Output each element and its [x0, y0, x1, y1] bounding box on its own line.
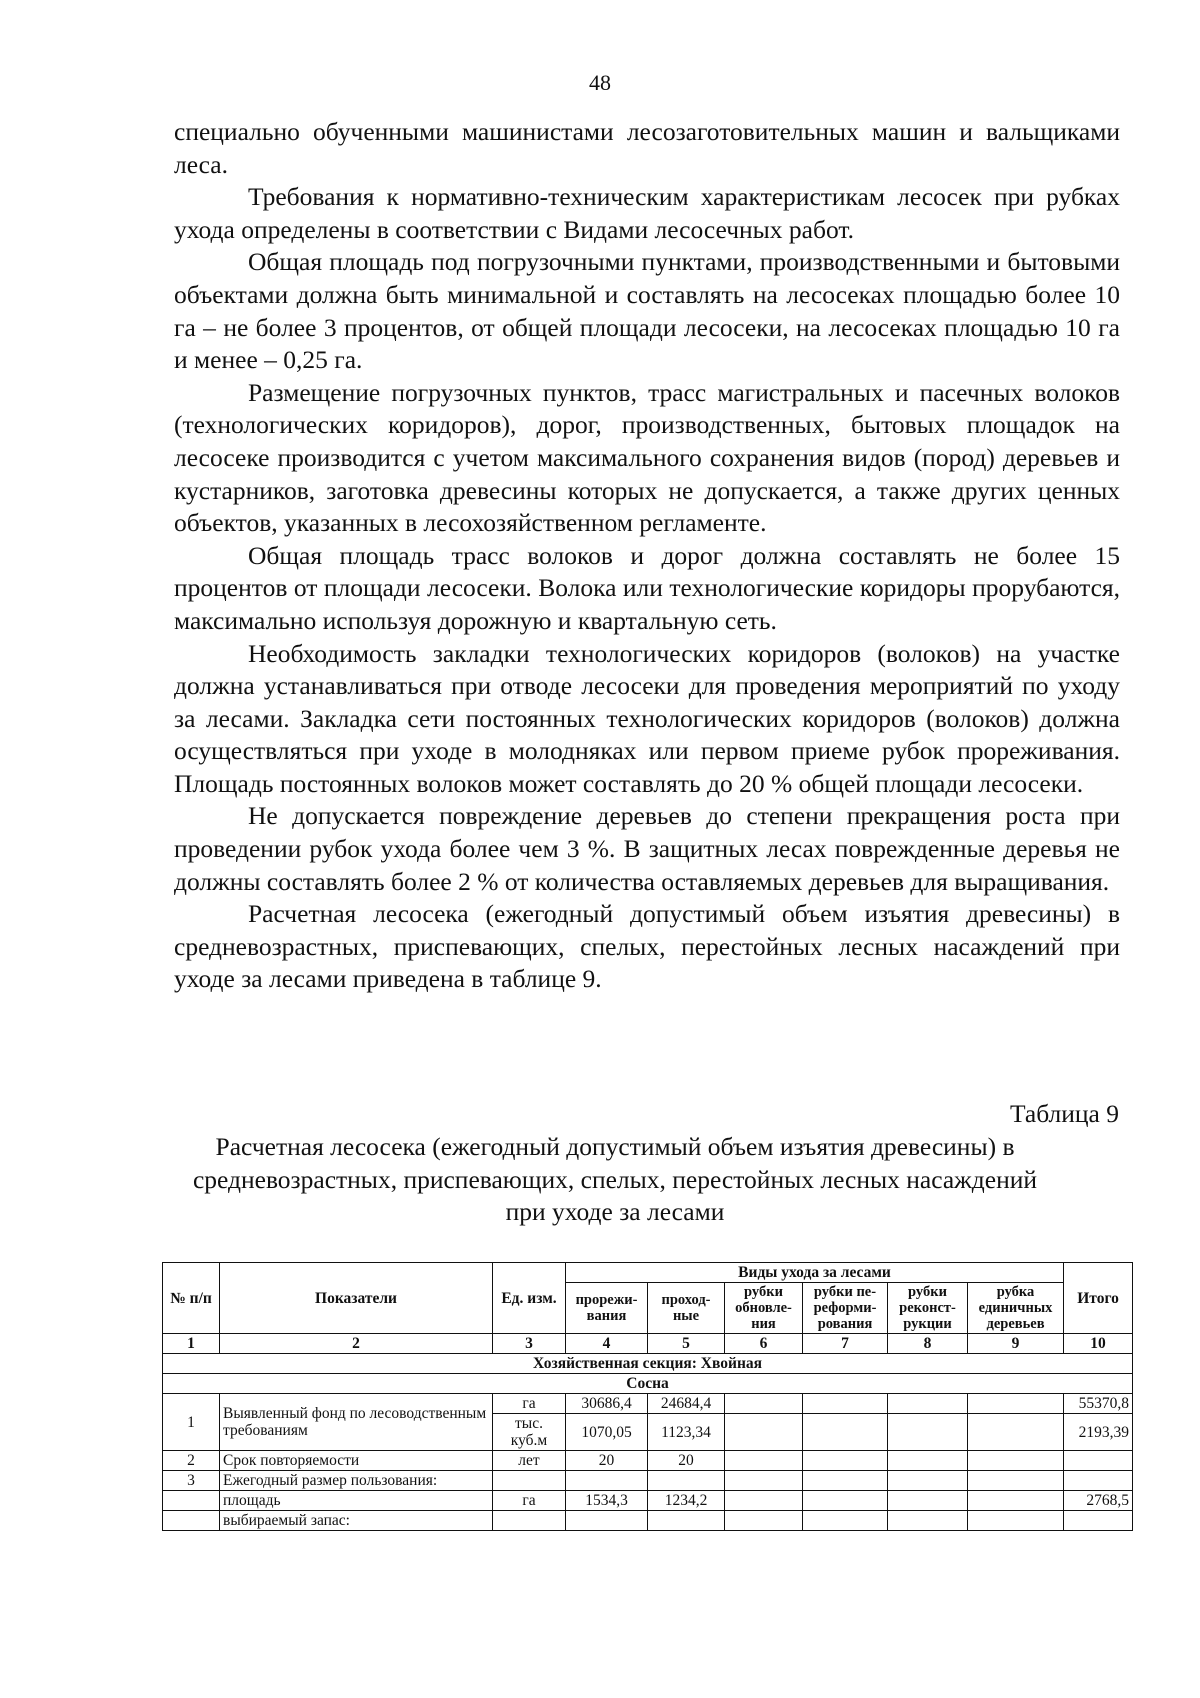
- table-header-row: [163, 1263, 1133, 1283]
- table-row: [163, 1471, 1133, 1491]
- cell-total: [1064, 1451, 1133, 1471]
- row-num: 3: [163, 1471, 220, 1491]
- row-num: 1: [163, 1394, 220, 1451]
- header-indicators: Показатели: [220, 1263, 493, 1334]
- cell-reform: [803, 1414, 888, 1451]
- cell-renewal: [725, 1471, 803, 1491]
- row-indicator: выбираемый запас:: [220, 1511, 493, 1531]
- cell-passing: 1123,34: [648, 1414, 725, 1451]
- cell-thinning: 1070,05: [566, 1414, 648, 1451]
- row-indicator: площадь: [220, 1491, 493, 1511]
- header-group: Виды ухода за лесами: [566, 1263, 1064, 1283]
- paragraph: Требования к нормативно-техническим характеристикам лесосек при рубках ухода определены в соответствии с Видами лесосечных работ.: [174, 182, 1120, 244]
- header-single: рубка единичных деревьев: [968, 1283, 1064, 1334]
- row-unit: тыс. куб.м: [493, 1414, 566, 1451]
- header-thinning: прорежи-вания: [566, 1283, 648, 1334]
- row-unit: лет: [493, 1451, 566, 1471]
- column-number: 5: [648, 1334, 725, 1354]
- cell-total: 2768,5: [1064, 1491, 1133, 1511]
- cell-reconstruct: [888, 1414, 968, 1451]
- cell-reconstruct: [888, 1511, 968, 1531]
- cell-reform: [803, 1394, 888, 1414]
- cell-reconstruct: [888, 1451, 968, 1471]
- cell-single: [968, 1414, 1064, 1451]
- cell-thinning: [566, 1471, 648, 1491]
- row-indicator: Выявленный фонд по лесоводственным требованиям: [220, 1394, 493, 1451]
- cell-renewal: [725, 1511, 803, 1531]
- column-number: 6: [725, 1334, 803, 1354]
- header-total: Итого: [1064, 1263, 1133, 1334]
- page-number: 48: [589, 70, 611, 95]
- cell-reconstruct: [888, 1491, 968, 1511]
- column-number: 1: [163, 1334, 220, 1354]
- paragraph: Размещение погрузочных пунктов, трасс магистральных и пасечных волоков (технологических коридоров), дорог, производственных, бытовых площадок на лесосеке производится с учетом максимального сохранения видов (пород) деревьев и кустарников, заготовка древесины которых не допускается, а также других ценных объектов, указанных в лесохозяйственном регламенте.: [174, 377, 1120, 538]
- column-number: 8: [888, 1334, 968, 1354]
- cell-total: 2193,39: [1064, 1414, 1133, 1451]
- data-table: [162, 1262, 1133, 1531]
- cell-renewal: [725, 1491, 803, 1511]
- row-unit: [493, 1511, 566, 1531]
- column-number-row: [163, 1334, 1133, 1354]
- species-title: Сосна: [163, 1374, 1133, 1394]
- column-number: 10: [1064, 1334, 1133, 1354]
- table-title: Расчетная лесосека (ежегодный допустимый объем изъятия древесины) в средневозрастных, приспевающих, спелых, перестойных лесных насаждений при уходе за лесами: [192, 1132, 1038, 1227]
- cell-single: [968, 1491, 1064, 1511]
- cell-total: [1064, 1471, 1133, 1491]
- cell-thinning: 1534,3: [566, 1491, 648, 1511]
- cell-thinning: 30686,4: [566, 1394, 648, 1414]
- cell-passing: [648, 1471, 725, 1491]
- cell-reform: [803, 1471, 888, 1491]
- header-passing: проход-ные: [648, 1283, 725, 1334]
- section-row: [163, 1354, 1133, 1374]
- cell-reconstruct: [888, 1471, 968, 1491]
- table-row: [163, 1491, 1133, 1511]
- cell-single: [968, 1471, 1064, 1491]
- paragraph: Необходимость закладки технологических коридоров (волоков) на участке должна устанавливаться при отводе лесосеки для проведения мероприятий по уходу за лесами. Закладка сети постоянных технологических коридоров (волоков) должна осуществляться при уходе в молодняках или первом приеме рубок прореживания. Площадь постоянных волоков может составлять до 20 % общей площади лесосеки.: [174, 638, 1120, 798]
- cell-reconstruct: [888, 1394, 968, 1414]
- cell-reform: [803, 1511, 888, 1531]
- cell-total: [1064, 1511, 1133, 1531]
- row-unit: [493, 1471, 566, 1491]
- table-label: Таблица 9: [1009, 1099, 1119, 1128]
- row-num: [163, 1491, 220, 1511]
- column-number: 3: [493, 1334, 566, 1354]
- cell-thinning: [566, 1511, 648, 1531]
- header-renewal: рубки обновле-ния: [725, 1283, 803, 1334]
- column-number: 4: [566, 1334, 648, 1354]
- cell-reform: [803, 1451, 888, 1471]
- paragraph: Общая площадь трасс волоков и дорог должна составлять не более 15 процентов от площади лесосеки. Волока или технологические коридоры прорубаются, максимально используя дорожную и квартальную сеть.: [174, 540, 1120, 635]
- cell-single: [968, 1394, 1064, 1414]
- header-reconstruct: рубки реконст-рукции: [888, 1283, 968, 1334]
- table-row: [163, 1511, 1133, 1531]
- cell-single: [968, 1511, 1064, 1531]
- cell-passing: 20: [648, 1451, 725, 1471]
- paragraph: Не допускается повреждение деревьев до степени прекращения роста при проведении рубок ухода более чем 3 %. В защитных лесах поврежденные деревья не должны составлять более 2 % от количества оставляемых деревьев для выращивания.: [174, 801, 1120, 896]
- header-reform: рубки пе-реформи-рования: [803, 1283, 888, 1334]
- paragraph: Общая площадь под погрузочными пунктами, производственными и бытовыми объектами должна быть минимальной и составлять на лесосеках площадью более 10 га – не более 3 процентов, от общей площади лесосеки, на лесосеках площадью 10 га и менее – 0,25 га.: [174, 247, 1120, 375]
- cell-passing: 24684,4: [648, 1394, 725, 1414]
- header-num: № п/п: [163, 1263, 220, 1334]
- column-number: 9: [968, 1334, 1064, 1354]
- cell-passing: 1234,2: [648, 1491, 725, 1511]
- cell-total: 55370,8: [1064, 1394, 1133, 1414]
- row-unit: га: [493, 1394, 566, 1414]
- body-text: [174, 116, 1120, 996]
- cell-single: [968, 1451, 1064, 1471]
- paragraph: специально обученными машинистами лесозаготовительных машин и вальщиками леса.: [174, 117, 1120, 179]
- cell-renewal: [725, 1394, 803, 1414]
- column-number: 2: [220, 1334, 493, 1354]
- row-unit: га: [493, 1491, 566, 1511]
- table-row: [163, 1394, 1133, 1414]
- row-num: [163, 1511, 220, 1531]
- paragraph: Расчетная лесосека (ежегодный допустимый объем изъятия древесины) в средневозрастных, приспевающих, спелых, перестойных лесных насаждений при уходе за лесами приведена в таблице 9.: [174, 899, 1120, 994]
- row-indicator: Срок повторяемости: [220, 1451, 493, 1471]
- cell-renewal: [725, 1451, 803, 1471]
- cell-passing: [648, 1511, 725, 1531]
- cell-thinning: 20: [566, 1451, 648, 1471]
- row-num: 2: [163, 1451, 220, 1471]
- row-indicator: Ежегодный размер пользования:: [220, 1471, 493, 1491]
- table-row: [163, 1451, 1133, 1471]
- cell-renewal: [725, 1414, 803, 1451]
- column-number: 7: [803, 1334, 888, 1354]
- cell-reform: [803, 1491, 888, 1511]
- header-unit: Ед. изм.: [493, 1263, 566, 1334]
- section-title: Хозяйственная секция: Хвойная: [163, 1354, 1133, 1374]
- species-row: [163, 1374, 1133, 1394]
